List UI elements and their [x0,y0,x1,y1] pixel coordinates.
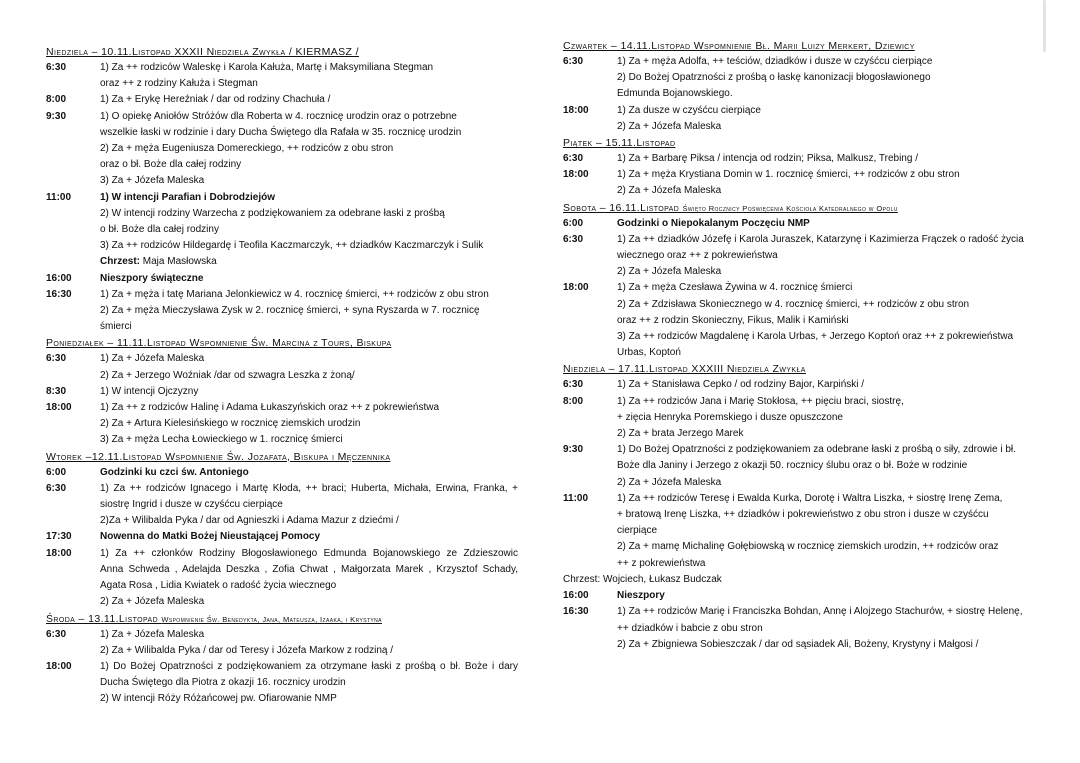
intention-line: 1) Za ++ z rodziców Halinę i Adama Łukaszyńskich oraz ++ z pokrewieństwa [100,402,440,414]
intentions [617,216,1045,232]
mass-entry [46,92,518,108]
day-title: Sobota – 16.11.Listopad [563,201,683,214]
intentions [100,659,518,708]
day-header [46,449,518,465]
intention-line: 2) W intencji rodziny Warzecha z podziękowaniem za odebrane łaski z prośbą [100,207,445,219]
mass-time: 18:00 [563,104,589,116]
intention-line: 2) Za + Zbigniewa Sobieszczak / dar od sąsiadek Ali, Bożeny, Krystyny i Małgosi / [617,638,979,650]
intention-line: 2) Za + męża Mieczysława Zysk w 2. rocznicę śmierci, + syna Ryszarda w 7. rocznicę [100,305,480,317]
intentions [100,60,518,92]
intentions [617,103,1045,135]
intentions [100,400,518,449]
mass-time: 8:00 [563,395,584,407]
mass-entry [563,280,1045,361]
mass-time: 18:00 [563,282,589,294]
day-title: Środa – 13.11.Listopad [46,612,162,625]
intention-line: oraz ++ z rodziny Kałuża i Stegman [100,78,258,90]
intention-line: 1) W intencji Ojczyzny [100,385,199,397]
mass-time: 18:00 [563,169,589,181]
mass-entry [46,109,518,190]
intention-line: Ducha Świętego dla Piotra z okazji 16. rocznicy urodzin [100,677,346,689]
mass-time: 6:30 [563,153,584,165]
intention-line [100,254,518,270]
intention-line: wiecznego oraz ++ z pokrewieństwa [617,250,778,262]
intention-line: 2) Za + Zdzisława Skoniecznego w 4. rocznicę śmierci, ++ rodziców z obu stron [617,298,970,310]
intention-line: 2) Za + Artura Kielesińskiego w rocznicę ziemskich urodzin [100,418,361,430]
intentions [617,442,1045,491]
intentions [100,351,518,383]
intentions [617,54,1045,103]
intentions [100,546,518,611]
day-header [46,335,518,351]
intention-line: + bratową Irenę Liszka, ++ dziadków i pokrewieństwo z obu stron i dusze w czyśćcu [617,509,989,521]
mass-entry [563,604,1045,653]
intention-line: 1) O opiekę Aniołów Stróżów dla Roberta w 4. rocznicę urodzin oraz o potrzebne [100,110,457,122]
intention-line: 1) Za + Barbarę Piksa / intencja od rodzin; Piksa, Malkusz, Trebing / [617,153,918,165]
intention-line: 1) Za + Józefa Maleska [100,628,205,640]
intention-line: Godzinki ku czci św. Antoniego [100,466,249,478]
mass-entry [46,529,518,545]
mass-time: 6:30 [563,233,584,245]
day-header [563,200,1045,216]
mass-time: 6:30 [46,628,67,640]
baptism-names: Maja Masłowska [140,256,217,268]
intention-line: 2) Za + mamę Michalinę Gołębiowską w rocznicę ziemskich urodzin, ++ rodziców oraz [617,541,999,553]
mass-entry [46,351,518,383]
intentions [100,384,518,400]
mass-entry [46,60,518,92]
day-header [563,361,1045,377]
intentions [617,491,1045,572]
intention-line: 2)Za + Wilibalda Pyka / dar od Agnieszki i Adama Mazur z dziećmi / [100,515,399,527]
intentions [617,151,1045,167]
mass-entry [46,481,518,530]
baptism-note: Chrzest: Wojciech, Łukasz Budczak [563,573,722,585]
intention-line: 1) Za + męża Krystiana Domin w 1. rocznicę śmierci, ++ rodziców z obu stron [617,169,960,181]
day-header [563,38,1045,54]
intentions [100,92,518,108]
day-header [46,44,518,60]
intention-line: cierpiące [617,525,658,537]
mass-entry [563,394,1045,443]
mass-time: 9:30 [46,110,67,122]
mass-entry [46,465,518,481]
mass-time: 6:30 [563,56,584,67]
intention-line: 1) Za ++ rodziców Teresę i Ewalda Kurka, Dorotę i Waltra Liszka, + siostrę Irenę Zema, [617,492,1003,504]
intentions [100,529,518,545]
intention-line: + zięcia Henryka Poremskiego i dusze opuszczone [617,411,843,423]
mass-time: 16:30 [563,606,589,618]
intention-line: 1) Za ++ rodziców Jana i Marię Stokłosa, ++ pięciu braci, siostrę, [617,395,904,407]
intention-line: 1) Do Bożej Opatrzności z podziękowaniem za otrzymane łaski z prośbą o bł. Boże i dary [100,660,518,672]
mass-time: 16:00 [563,590,589,602]
intention-line: 2) Za + Józefa Maleska [100,596,205,608]
mass-time: 6:00 [46,466,67,478]
intention-line: Nowenna do Matki Bożej Nieustającej Pomocy [100,531,321,543]
intention-line: 2) Za + męża Eugeniusza Domereckiego, ++ rodziców z obu stron [100,143,394,155]
intention-line: oraz ++ z rodzin Skonieczny, Fikus, Malik i Kamiński [617,314,849,326]
left-column [46,44,518,708]
intentions [100,287,518,336]
mass-time: 11:00 [563,492,589,504]
mass-time: 6:00 [563,217,584,229]
day-feast: Wspomnienie Św. Benedykta, Jana, Mateusza, Izaaka, i Krystyna [161,614,382,624]
intentions [617,167,1045,199]
mass-entry [46,190,518,271]
mass-time: 11:00 [46,191,72,203]
scrollbar[interactable] [1043,0,1046,52]
mass-time: 16:00 [46,272,72,284]
day-header [563,135,1045,151]
intentions [617,604,1045,653]
intentions [100,627,518,659]
intentions [100,481,518,530]
mass-entry [46,659,518,708]
mass-time: 6:30 [46,482,67,494]
intention-line: 2) Za + Józefa Maleska [617,185,722,197]
intention-line: ++ dziadków i babcie z obu stron [617,622,763,634]
intention-line: Nieszpory świąteczne [100,272,204,284]
intention-line: ++ z pokrewieństwa [617,557,706,569]
intentions [100,190,518,271]
intention-line: Agata Rosa , Lidia Kwiatek o radość życia wiecznego [100,580,337,592]
mass-entry [563,442,1045,491]
mass-time: 17:30 [46,531,72,543]
mass-time: 16:30 [46,288,72,300]
mass-entry [563,377,1045,393]
intention-line: 1) Za + męża Adolfa, ++ teściów, dziadków i dusze w czyśćcu cierpiące [617,56,933,67]
mass-entry [46,384,518,400]
intentions [100,465,518,481]
mass-entry [563,232,1045,281]
mass-time: 6:30 [46,353,67,365]
intention-line: Nieszpory [617,590,665,602]
intention-line: Boże dla Janiny i Jerzego z okazji 50. rocznicy ślubu oraz o bł. Boże w rodzinie [617,460,968,472]
mass-entry [46,287,518,336]
intention-line: 1) Za + męża i tatę Mariana Jelonkiewicz w 4. rocznicę śmierci, ++ rodziców z obu stron [100,288,489,300]
intentions [617,232,1045,281]
mass-time: 8:00 [46,94,67,106]
mass-entry [563,216,1045,232]
mass-time: 18:00 [46,660,72,672]
intention-line: 1) Za + męża Czesława Żywina w 4. rocznicę śmierci [617,282,853,294]
baptism-label: Chrzest: [100,256,141,268]
intention-line: 2) Za + Józefa Maleska [617,476,722,488]
mass-time: 8:30 [46,385,67,397]
intention-line: 1) Za + Stanisława Cepko / od rodziny Bajor, Karpiński / [617,379,865,391]
intention-line: 1) Do Bożej Opatrzności z podziękowaniem za odebrane łaski z prośbą o siły, zdrowie i bł. [617,444,1016,456]
mass-time: 9:30 [563,444,584,456]
intention-line: 3) Za ++ rodziców Hildegardę i Teofila Kaczmarczyk, ++ dziadków Kaczmarczyk i Sulik [100,240,484,252]
mass-entry [46,271,518,287]
intention-line: 2) Za + brata Jerzego Marek [617,428,744,440]
mass-entry [563,151,1045,167]
intention-line: Edmunda Bojanowskiego. [617,88,733,100]
intention-line: 2) Za + Jerzego Woźniak /dar od szwagra Leszka z żoną/ [100,369,355,381]
day-title: Wtorek –12.11.Listopad Wspomnienie Św. Jozafata, Biskupa i Męczennika [46,450,391,463]
intentions [617,588,1045,604]
mass-time: 18:00 [46,547,72,559]
mass-entry [563,167,1045,199]
intention-line: 3) Za + Józefa Maleska [100,175,205,187]
intentions [100,271,518,287]
intentions [617,280,1045,361]
day-title: Piątek – 15.11.Listopad [563,137,676,150]
intention-line: 1) Za ++ rodziców Marię i Franciszka Bohdan, Annę i Alojzego Stachurów, + siostrę Helenę, [617,606,1023,618]
mass-entry [46,546,518,611]
intention-line: wszelkie łaski w rodzinie i dary Ducha Świętego dla Rafała w 35. rocznicę urodzin [100,126,462,138]
day-title: Czwartek – 14.11.Listopad Wspomnienie Bł. Marii Luizy Merkert, Dziewicy [563,40,915,52]
intentions [617,377,1045,393]
intention-line: o bł. Boże dla całej rodziny [100,224,219,236]
intention-line: Anna Schweda , Adelajda Deszka , Zofia Chwat , Małgorzata Marek , Krzysztof Schady, [100,563,518,575]
intention-line: 1) Za + Erykę Hereźniak / dar od rodziny Chachuła / [100,94,331,106]
intention-line: śmierci [100,321,132,333]
intention-line: Urbas, Koptoń [617,347,681,359]
mass-time: 6:30 [46,62,67,73]
intention-line: oraz o bł. Boże dla całej rodziny [100,159,242,171]
day-title: Niedziela – 17.11.Listopad XXXIII Niedziela Zwykła [563,363,806,376]
day-title: Niedziela – 10.11.Listopad XXXII Niedziela Zwykła / KIERMASZ / [46,46,359,58]
intention-line: 2) Za + Józefa Maleska [617,266,722,278]
intentions [617,394,1045,443]
intention-line: siostrę Ingrid i dusze w czyśćcu cierpiące [100,499,283,511]
intention-line: 1) Za ++ rodziców Waleskę i Karola Kałuża, Martę i Maksymiliana Stegman [100,62,434,73]
mass-time: 6:30 [563,379,584,391]
mass-entry [46,627,518,659]
intention-line: 1) Za ++ członków Rodziny Błogosławionego Edmunda Bojanowskiego ze Zdzieszowic [100,547,518,559]
mass-entry [563,588,1045,604]
intention-line: 2) Za + Wilibalda Pyka / dar od Teresy i Józefa Markow z rodziną / [100,644,393,656]
day-feast: Święto Rocznicy Poświęcenia Kościoła Katedralnego w Opolu [682,203,898,213]
day-title: Poniedziałek – 11.11.Listopad Wspomnienie Św. Marcina z Tours, Biskupa [46,337,392,350]
intention-line: 1) Za ++ dziadków Józefę i Karola Juraszek, Katarzynę i Kazimierza Frączek o radość życia [617,233,1024,245]
intention-line: 1) Za dusze w czyśćcu cierpiące [617,104,761,116]
intention-line: 1) Za ++ rodziców Ignacego i Martę Kłoda, ++ braci; Huberta, Michała, Erwina, Franka, + [100,482,518,494]
mass-entry [46,400,518,449]
intention-line: 3) Za + męża Lecha Łowieckiego w 1. rocznicę śmierci [100,434,343,446]
intention-line: 2) W intencji Róży Różańcowej pw. Ofiarowanie NMP [100,693,337,705]
mass-entry [563,54,1045,103]
intention-line: 2) Do Bożej Opatrzności z prośbą o łaskę kanonizacji błogosławionego [617,72,931,84]
intention-line: Godzinki o Niepokalanym Poczęciu NMP [617,217,810,229]
intention-line: 1) W intencji Parafian i Dobrodziejów [100,191,276,203]
right-column [563,38,1045,653]
intentions [100,109,518,190]
intention-line: 1) Za + Józefa Maleska [100,353,205,365]
mass-time: 18:00 [46,402,72,414]
mass-entry [563,103,1045,135]
intention-line: 2) Za + Józefa Maleska [617,120,722,132]
mass-entry [563,491,1045,572]
day-header [46,611,518,627]
intention-line: 3) Za ++ rodziców Magdalenę i Karola Urbas, + Jerzego Koptoń oraz ++ z pokrewieństwa [617,331,1014,343]
